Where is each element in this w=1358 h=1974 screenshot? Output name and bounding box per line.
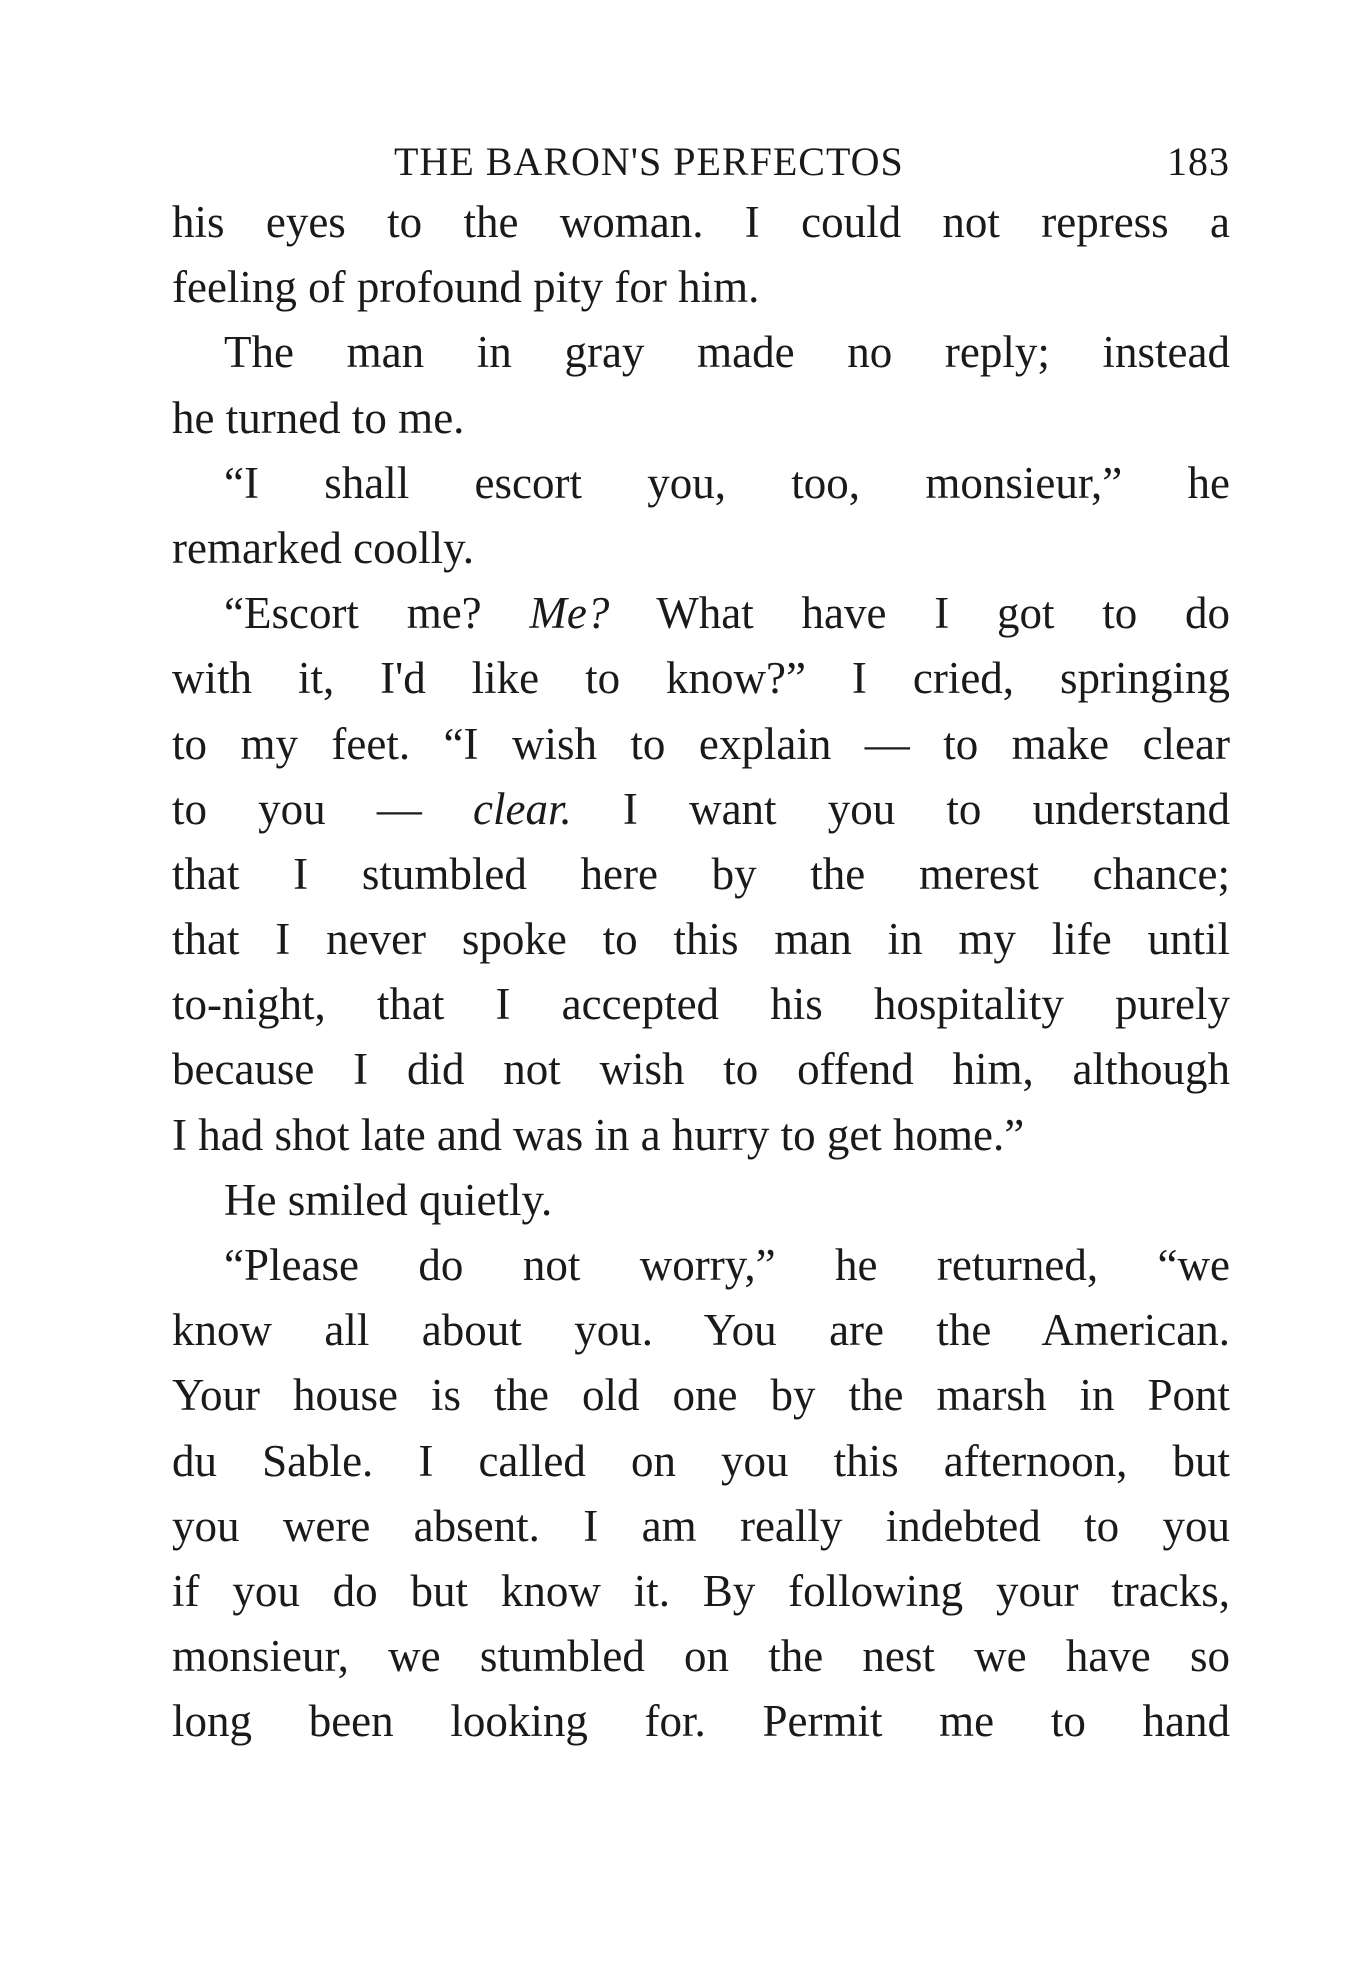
text-line: to my feet. “I wish to explain — to make clear [172, 718, 1230, 769]
text-line [172, 581, 1230, 646]
text-run: I want you to understand [571, 783, 1230, 834]
text-line: He smiled quietly. [224, 1174, 553, 1225]
text-line: “Please do not worry,” he returned, “we [224, 1240, 1230, 1290]
text-line: remarked coolly. [172, 522, 474, 573]
text-line: that I never spoke to this man in my life until [172, 914, 1230, 965]
text-line: if you do but know it. By following your tracks, [172, 1565, 1230, 1616]
book-page [172, 138, 1230, 1755]
page-number: 183 [1167, 139, 1230, 184]
italic-text: clear. [473, 783, 572, 834]
text-run: What have I got to do [609, 588, 1230, 639]
text-line: he turned to me. [172, 392, 465, 443]
text-line: feeling of profound pity for him. [172, 262, 760, 313]
text-line: I had shot late and was in a hurry to get home.” [172, 1109, 1025, 1160]
body-text [172, 190, 1230, 1755]
italic-text: Me? [529, 588, 610, 639]
text-line: du Sable. I called on you this afternoon, but [172, 1435, 1230, 1486]
running-title: THE BARON'S PERFECTOS [394, 139, 904, 184]
text-line [172, 777, 1230, 842]
text-line: Your house is the old one by the marsh in Pont [172, 1370, 1230, 1421]
text-line: long been looking for. Permit me to hand [172, 1696, 1230, 1747]
text-line: his eyes to the woman. I could not repress a [172, 197, 1230, 247]
text-line: you were absent. I am really indebted to you [172, 1500, 1230, 1551]
text-line: because I did not wish to offend him, although [172, 1044, 1230, 1095]
text-line: that I stumbled here by the merest chance; [172, 848, 1230, 899]
text-line: with it, I'd like to know?” I cried, springing [172, 653, 1230, 704]
text-line: monsieur, we stumbled on the nest we have so [172, 1631, 1230, 1682]
text-line: know all about you. You are the American. [172, 1305, 1230, 1356]
text-line: “I shall escort you, too, monsieur,” he [224, 457, 1230, 508]
text-run: “Escort me? [224, 588, 530, 639]
text-line: to-night, that I accepted his hospitality purely [172, 979, 1230, 1030]
text-line: The man in gray made no reply; instead [224, 327, 1230, 378]
running-head [172, 138, 1230, 190]
text-run: to you — [172, 783, 474, 834]
